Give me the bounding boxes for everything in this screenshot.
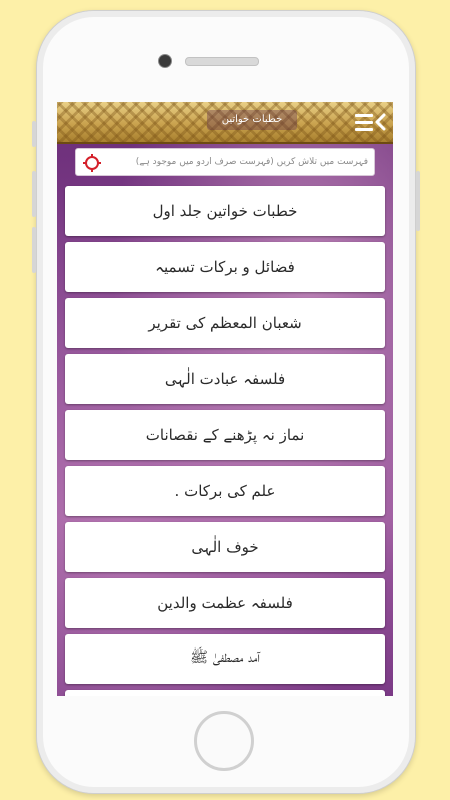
list-item[interactable] [65,466,385,516]
list-item[interactable] [65,298,385,348]
list-item-label: نماز نہ پڑھنے کے نقصانات [145,426,305,444]
list-item-partial[interactable] [65,690,385,696]
list-item[interactable] [65,354,385,404]
search-bar [75,148,375,176]
crosshair-search-icon[interactable] [82,153,102,173]
list-item-label: علم کی برکات . [174,482,276,500]
list-item-label: فلسفہ عظمت والدین [157,594,293,612]
earpiece-speaker [185,57,259,66]
list-item[interactable] [65,578,385,628]
list-item-label: آمد مصطفیٰ ﷺ [190,648,260,666]
list-item-label: خطبات خواتین جلد اول [152,202,298,220]
phone-volume-up [32,171,36,217]
list-item[interactable] [65,186,385,236]
list-item-label: شعبان المعظم کی تقریر [148,314,302,332]
phone-volume-down [32,227,36,273]
hamburger-menu-icon-bar [355,121,373,124]
list-item-label: خوف الٰہی [191,538,259,556]
list-item[interactable] [65,522,385,572]
hamburger-menu-icon [355,114,373,117]
menu-button[interactable] [355,112,385,132]
phone-power-button [416,171,420,231]
search-input[interactable] [106,149,368,175]
phone-mute-switch [32,121,36,147]
list-item[interactable] [65,242,385,292]
hamburger-menu-icon-bar [355,128,373,131]
app-title: خطبات خواتین [207,110,297,130]
home-button[interactable] [194,711,254,771]
list-item[interactable] [65,634,385,684]
top-bar [57,102,393,144]
list-item-label: فضائل و برکات تسمیہ [155,258,295,276]
list-item[interactable] [65,410,385,460]
app-screen [57,102,393,696]
list-item-label: فلسفہ عبادت الٰہی [164,370,286,388]
chevron-left-icon [374,112,386,132]
front-camera [158,54,172,68]
